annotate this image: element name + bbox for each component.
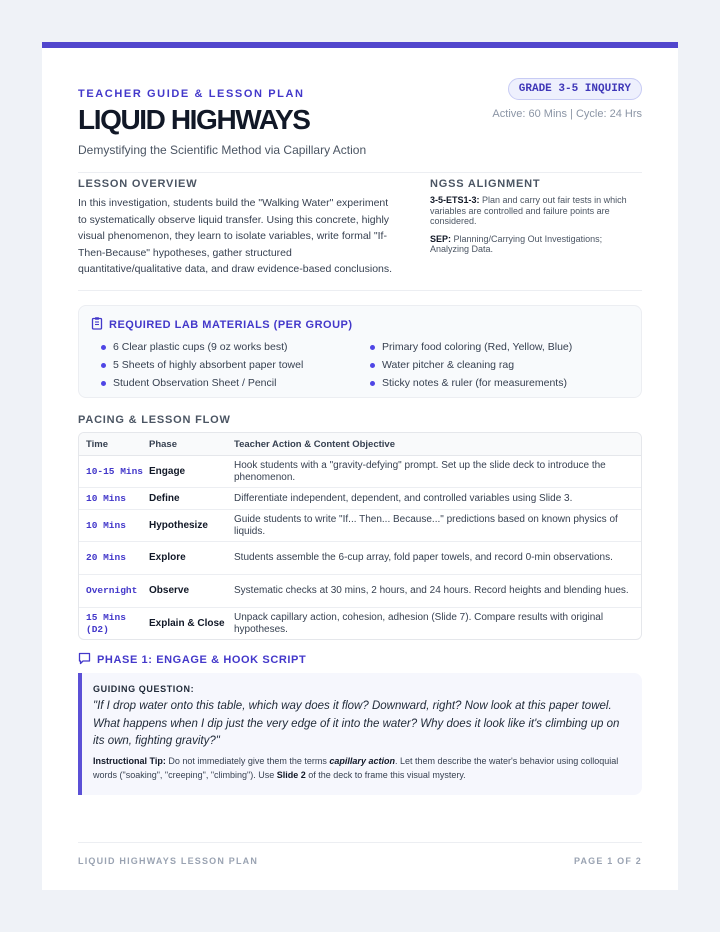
table-header bbox=[79, 433, 641, 456]
phase1-heading bbox=[78, 652, 306, 668]
bullet-icon bbox=[101, 345, 106, 350]
timing-info: Active: 60 Mins | Cycle: 24 Hrs bbox=[492, 108, 642, 120]
materials-heading-label: REQUIRED LAB MATERIALS (PER GROUP) bbox=[109, 319, 353, 331]
material-label: 6 Clear plastic cups (9 oz works best) bbox=[113, 341, 288, 353]
row-phase: Observe bbox=[149, 585, 190, 596]
row-phase: Explain & Close bbox=[149, 617, 225, 629]
row-phase: Define bbox=[149, 492, 180, 504]
hook-script-box bbox=[78, 673, 642, 795]
table-row bbox=[79, 542, 641, 575]
material-label: Water pitcher & cleaning rag bbox=[382, 359, 515, 371]
guiding-question: "If I drop water onto this table, which way does it flow? Downward, right? Now look at this paper towel. What happens when I dip just the very edge of it into the water? Why does it look like it's climbing up on its own, fighting gravity?" bbox=[93, 700, 620, 747]
ngss-sep-text: Planning/Carrying Out Investigations; Analyzing Data. bbox=[430, 233, 603, 254]
row-time: 10 Mins bbox=[86, 492, 126, 504]
column-header-time: Time bbox=[86, 438, 109, 450]
material-label: Sticky notes & ruler (for measurements) bbox=[382, 377, 567, 389]
tip-text: Do not immediately give them the terms bbox=[165, 755, 330, 766]
row-action: Unpack capillary action, cohesion, adhesion (Slide 7). Compare results with original hypotheses. bbox=[234, 611, 604, 635]
ngss-sep bbox=[430, 234, 642, 255]
table-row bbox=[79, 608, 641, 639]
material-label: 5 Sheets of highly absorbent paper towel bbox=[113, 359, 304, 371]
row-action: Students assemble the 6-cup array, fold paper towels, and record 0-min observations. bbox=[234, 552, 613, 563]
column-header-phase: Phase bbox=[149, 438, 177, 450]
divider bbox=[78, 290, 642, 291]
overview-text: In this investigation, students build the "Walking Water" experiment to systematically observe liquid transfer. Using this concrete, highly visual phenomenon, they learn to isolate variables, write formal "If-Then-Because" hypotheses, gather structured quantitative/qualitative data, and draw evidence-based conclusions. bbox=[78, 197, 393, 275]
row-phase: Hypothesize bbox=[149, 519, 208, 531]
ngss-standard bbox=[430, 195, 642, 227]
list-item bbox=[91, 374, 360, 392]
row-action: Hook students with a "gravity-defying" prompt. Set up the slide deck to introduce the phenomenon. bbox=[234, 459, 606, 483]
footer-divider bbox=[78, 842, 642, 843]
bullet-icon bbox=[370, 345, 375, 350]
phase1-heading-label: PHASE 1: ENGAGE & HOOK SCRIPT bbox=[97, 654, 307, 666]
list-item bbox=[360, 374, 629, 392]
pacing-table bbox=[78, 432, 642, 640]
row-action: Differentiate independent, dependent, and controlled variables using Slide 3. bbox=[234, 492, 573, 504]
table-row bbox=[79, 488, 641, 510]
row-action: Systematic checks at 30 mins, 2 hours, and 24 hours. Record heights and blending hues. bbox=[234, 585, 629, 596]
row-time: 10-15 Mins bbox=[86, 465, 144, 477]
ngss-standard-code: 3-5-ETS1-3: bbox=[430, 195, 480, 205]
tip-term: capillary action bbox=[329, 755, 395, 766]
lesson-overview bbox=[78, 178, 394, 278]
lesson-plan-page bbox=[42, 42, 678, 890]
tip-slide: Slide 2 bbox=[276, 770, 306, 780]
speech-bubble-icon bbox=[78, 652, 91, 668]
document-title: LIQUID HIGHWAYS bbox=[78, 104, 310, 135]
bullet-icon bbox=[370, 363, 375, 368]
list-item bbox=[91, 338, 360, 356]
ngss-heading: NGSS ALIGNMENT bbox=[430, 178, 541, 190]
tip-text: . Let them describe the water's behavior using colloquial words ("soaking", "creeping", "climbing"). Use bbox=[93, 755, 619, 780]
grade-badge: GRADE 3-5 INQUIRY bbox=[508, 78, 642, 100]
list-item bbox=[360, 356, 629, 374]
tip-label: Instructional Tip: bbox=[93, 755, 166, 766]
tip-text: of the deck to frame this visual mystery. bbox=[305, 770, 466, 780]
column-header-action: Teacher Action & Content Objective bbox=[234, 438, 395, 450]
instructional-tip bbox=[93, 754, 630, 783]
row-phase: Explore bbox=[149, 552, 186, 563]
table-row bbox=[79, 510, 641, 542]
table-row bbox=[79, 575, 641, 608]
material-label: Primary food coloring (Red, Yellow, Blue) bbox=[382, 341, 573, 353]
footer-title: LIQUID HIGHWAYS LESSON PLAN bbox=[78, 856, 259, 866]
guiding-question-label: GUIDING QUESTION: bbox=[93, 684, 195, 694]
table-row bbox=[79, 456, 641, 488]
ngss-sep-code: SEP: bbox=[430, 233, 452, 244]
document-eyebrow: TEACHER GUIDE & LESSON PLAN bbox=[78, 88, 305, 100]
materials-heading bbox=[91, 317, 629, 333]
ngss-alignment bbox=[430, 178, 642, 255]
clipboard-icon bbox=[91, 317, 103, 333]
ngss-standard-text: Plan and carry out fair tests in which variables are controlled and failure points are considered. bbox=[430, 195, 627, 226]
list-item bbox=[91, 356, 360, 374]
document-subtitle: Demystifying the Scientific Method via Capillary Action bbox=[78, 143, 367, 157]
row-time: 15 Mins (D2) bbox=[86, 612, 126, 635]
bullet-icon bbox=[101, 363, 106, 368]
bullet-icon bbox=[101, 381, 106, 386]
overview-heading: LESSON OVERVIEW bbox=[78, 178, 198, 190]
material-label: Student Observation Sheet / Pencil bbox=[113, 377, 277, 389]
bullet-icon bbox=[370, 381, 375, 386]
list-item bbox=[360, 338, 629, 356]
row-phase: Engage bbox=[149, 465, 186, 477]
lab-materials-box bbox=[78, 305, 642, 398]
divider bbox=[78, 172, 642, 173]
row-action: Guide students to write "If... Then... Because..." predictions based on known physics of liquids. bbox=[234, 513, 618, 537]
materials-list bbox=[91, 338, 629, 392]
pacing-heading: PACING & LESSON FLOW bbox=[78, 414, 231, 426]
page-number: PAGE 1 OF 2 bbox=[573, 856, 642, 866]
row-time: Overnight bbox=[86, 585, 138, 597]
row-time: 10 Mins bbox=[86, 519, 126, 531]
row-time: 20 Mins bbox=[86, 552, 126, 564]
